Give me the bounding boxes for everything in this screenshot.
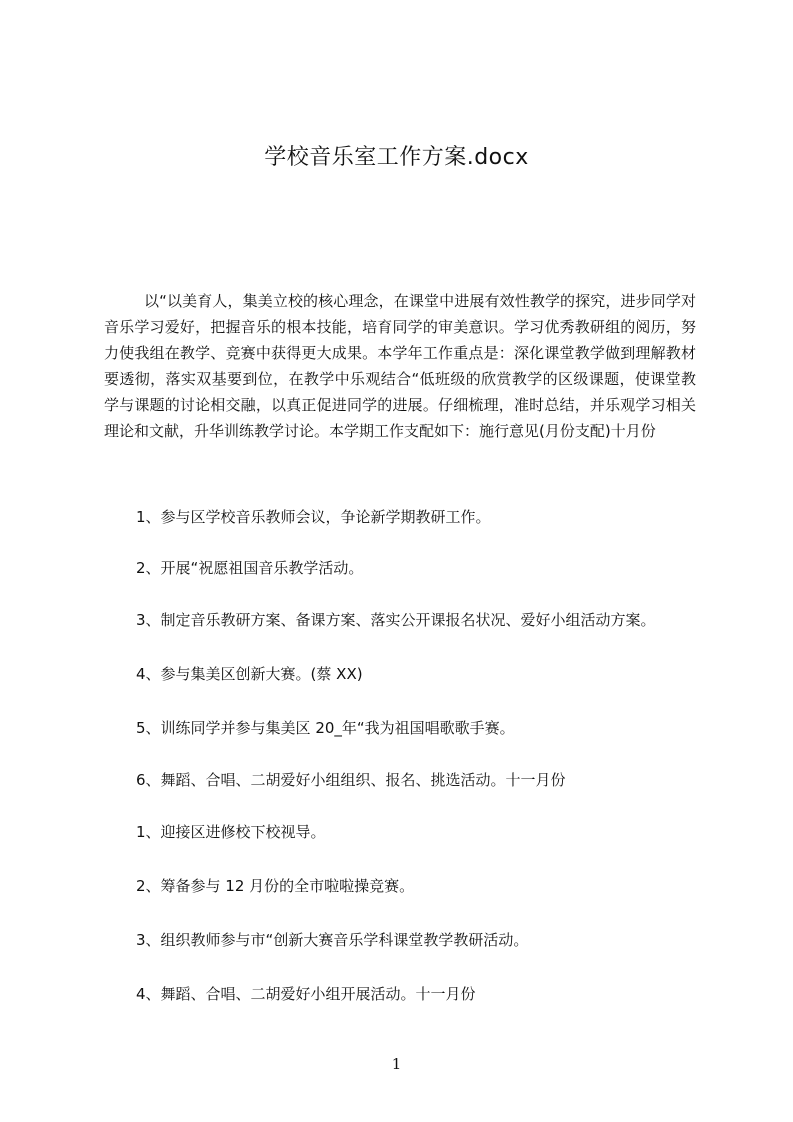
list-item: 4、参与集美区创新大赛。(蔡 XX) (136, 665, 363, 683)
page-number: 1 (391, 1055, 402, 1073)
list-item: 4、舞蹈、合唱、二胡爱好小组开展活动。十一月份 (136, 985, 476, 1003)
list-item: 1、迎接区进修校下校视导。 (136, 823, 326, 841)
intro-paragraph: 以“以美育人，集美立校的核心理念，在课堂中进展有效性教学的探究，进步同学对音乐学习爱好，把握音乐的根本技能，培育同学的审美意识。学习优秀教研组的阅历，努力使我组在教学、竞赛中获得更大成果。本学年工作重点是：深化课堂教学做到理解教材要透彻，落实双基要到位，在教学中乐观结合“低班级的欣赏教学的区级课题，使课堂教学与课题的讨论相交融，以真正促进同学的进展。仔细梳理，准时总结，并乐观学习相关理论和文献，升华训练教学讨论。本学期工作支配如下：施行意见(月份支配)十月份 (104, 292, 696, 440)
list-item: 1、参与区学校音乐教师会议，争论新学期教研工作。 (136, 508, 491, 526)
list-item: 2、筹备参与 12 月份的全市啦啦操竞赛。 (136, 877, 415, 895)
list-item: 5、训练同学并参与集美区 20_年“我为祖国唱歌歌手赛。 (136, 719, 515, 737)
list-item: 3、制定音乐教研方案、备课方案、落实公开课报名状况、爱好小组活动方案。 (136, 611, 656, 629)
list-item: 3、组织教师参与市“创新大赛音乐学科课堂教学教研活动。 (136, 931, 529, 949)
list-item: 6、舞蹈、合唱、二胡爱好小组组织、报名、挑选活动。十一月份 (136, 771, 566, 789)
list-item: 2、开展“祝愿祖国音乐教学活动。 (136, 559, 364, 577)
document-title: 学校音乐室工作方案.docx (264, 145, 529, 170)
